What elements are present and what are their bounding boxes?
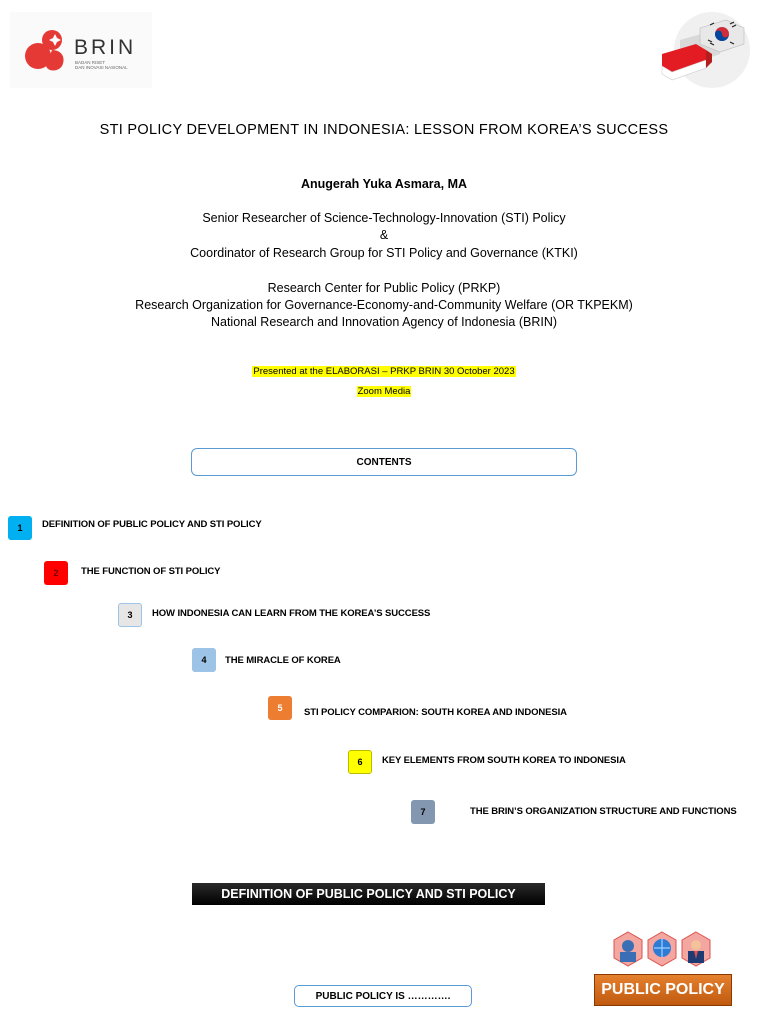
contents-number-5: 5 [268, 696, 292, 720]
author-name: Anugerah Yuka Asmara, MA [300, 177, 468, 191]
public-policy-icons [592, 928, 734, 978]
page-title: STI POLICY DEVELOPMENT IN INDONESIA: LESSON FROM KOREA’S SUCCESS [99, 122, 669, 138]
presentation-media: Zoom Media [357, 386, 411, 397]
affiliation-line-2: Research Organization for Governance-Economy-and-Community Welfare (OR TKPEKM) [135, 298, 633, 312]
contents-item-4[interactable]: THE MIRACLE OF KOREA [225, 655, 341, 666]
contents-number-7: 7 [411, 800, 435, 824]
contents-item-3[interactable]: HOW INDONESIA CAN LEARN FROM THE KOREA’S SUCCESS [152, 608, 431, 619]
contents-item-2[interactable]: THE FUNCTION OF STI POLICY [81, 566, 221, 577]
contents-heading: CONTENTS [191, 448, 577, 476]
korea-indonesia-puzzle-icon [660, 10, 752, 90]
brin-logo [10, 12, 152, 88]
affiliation-line-3: National Research and Innovation Agency of Indonesia (BRIN) [210, 315, 558, 329]
public-policy-graphic [592, 928, 734, 1008]
presentation-note: Presented at the ELABORASI – PRKP BRIN 30 October 2023 [253, 366, 515, 377]
role-ampersand: & [379, 228, 389, 242]
section-heading: DEFINITION OF PUBLIC POLICY AND STI POLICY [192, 883, 545, 905]
brin-emblem-icon [22, 26, 72, 76]
affiliation-line-1: Research Center for Public Policy (PRKP) [267, 281, 501, 295]
brin-wordmark: BRIN [74, 36, 137, 59]
contents-item-5[interactable]: STI POLICY COMPARION: SOUTH KOREA AND INDONESIA [304, 707, 567, 718]
contents-number-6: 6 [348, 750, 372, 774]
contents-number-3: 3 [118, 603, 142, 627]
contents-item-1[interactable]: DEFINITION OF PUBLIC POLICY AND STI POLICY [42, 519, 262, 530]
contents-number-2: 2 [44, 561, 68, 585]
role-line-1: Senior Researcher of Science-Technology-Innovation (STI) Policy [202, 211, 566, 225]
role-line-2: Coordinator of Research Group for STI Policy and Governance (KTKI) [190, 246, 578, 260]
brin-subtitle: BADAN RISET DAN INOVASI NASIONAL [75, 60, 128, 70]
contents-item-7[interactable]: THE BRIN’S ORGANIZATION STRUCTURE AND FUNCTIONS [470, 806, 737, 817]
contents-number-4: 4 [192, 648, 216, 672]
contents-item-6[interactable]: KEY ELEMENTS FROM SOUTH KOREA TO INDONESIA [382, 755, 626, 766]
public-policy-label: PUBLIC POLICY [594, 974, 732, 1006]
contents-number-1: 1 [8, 516, 32, 540]
public-policy-box: PUBLIC POLICY IS …………. [294, 985, 472, 1007]
